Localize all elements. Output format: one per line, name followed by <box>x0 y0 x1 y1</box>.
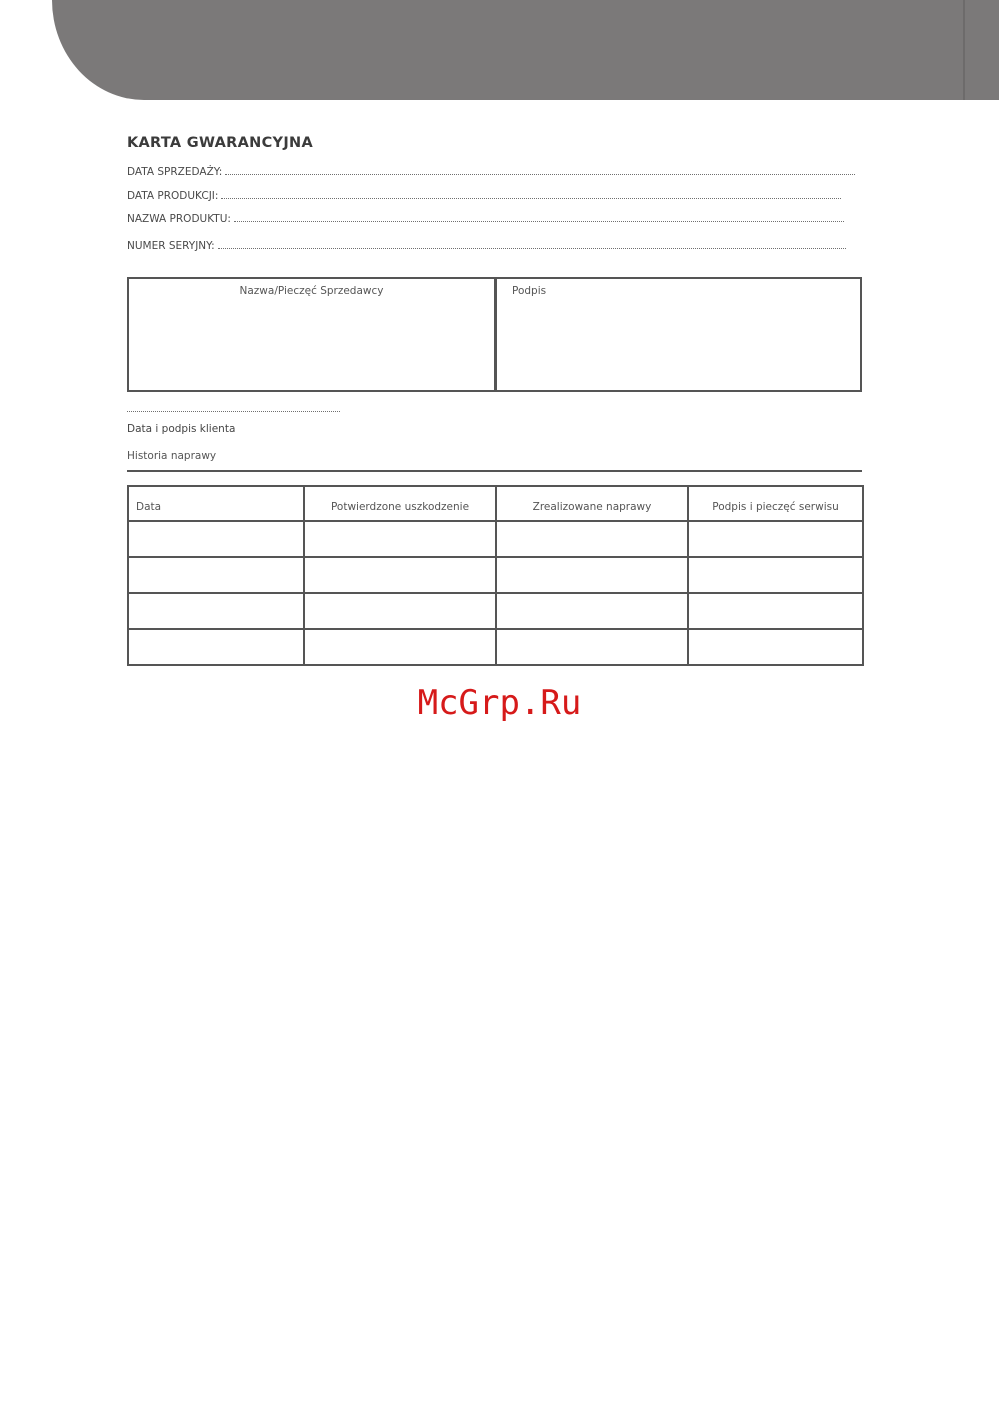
fill-line[interactable] <box>221 190 841 199</box>
table-cell[interactable] <box>496 521 688 557</box>
field-label: DATA SPRZEDAŻY: <box>127 166 223 178</box>
table-cell[interactable] <box>128 593 304 629</box>
repair-history-table <box>127 485 864 666</box>
table-cell[interactable] <box>128 629 304 665</box>
table-cell[interactable] <box>688 629 863 665</box>
repair-history-divider <box>127 470 862 472</box>
signature-box[interactable] <box>496 277 862 392</box>
table-cell[interactable] <box>304 521 496 557</box>
field-label: NAZWA PRODUKTU: <box>127 213 231 225</box>
table-cell[interactable] <box>128 557 304 593</box>
table-cell[interactable] <box>496 593 688 629</box>
seller-stamp-label: Nazwa/Pieczęć Sprzedawcy <box>239 285 384 297</box>
column-header-date: Data <box>128 486 304 521</box>
field-label: DATA PRODUKCJI: <box>127 190 219 202</box>
fill-line[interactable] <box>234 213 844 222</box>
field-sale-date <box>127 166 855 178</box>
fill-line[interactable] <box>218 240 846 249</box>
field-label: NUMER SERYJNY: <box>127 240 215 252</box>
table-row <box>128 521 863 557</box>
repair-history-label: Historia naprawy <box>127 450 217 462</box>
table-header-row <box>128 486 863 521</box>
field-serial-number <box>127 240 846 252</box>
fill-line[interactable] <box>225 166 855 175</box>
page-header-tab <box>963 0 965 100</box>
table-cell[interactable] <box>304 593 496 629</box>
column-header-service-stamp: Podpis i pieczęć serwisu <box>688 486 863 521</box>
table-cell[interactable] <box>496 629 688 665</box>
table-cell[interactable] <box>304 557 496 593</box>
table-row <box>128 629 863 665</box>
warranty-card-title: KARTA GWARANCYJNA <box>127 135 313 151</box>
client-signature-label: Data i podpis klienta <box>127 423 236 435</box>
table-cell[interactable] <box>688 521 863 557</box>
field-product-name <box>127 213 844 225</box>
table-row <box>128 593 863 629</box>
table-cell[interactable] <box>688 593 863 629</box>
table-cell[interactable] <box>304 629 496 665</box>
table-cell[interactable] <box>128 521 304 557</box>
watermark-logo: McGrp.Ru <box>417 683 582 723</box>
client-signature-line[interactable] <box>127 411 340 412</box>
seller-stamp-box[interactable] <box>127 277 496 392</box>
table-row <box>128 557 863 593</box>
table-cell[interactable] <box>688 557 863 593</box>
field-production-date <box>127 190 841 202</box>
table-cell[interactable] <box>496 557 688 593</box>
signature-label: Podpis <box>512 285 547 297</box>
page-header-band <box>52 0 999 100</box>
column-header-confirmed-damage: Potwierdzone uszkodzenie <box>304 486 496 521</box>
column-header-repairs-done: Zrealizowane naprawy <box>496 486 688 521</box>
